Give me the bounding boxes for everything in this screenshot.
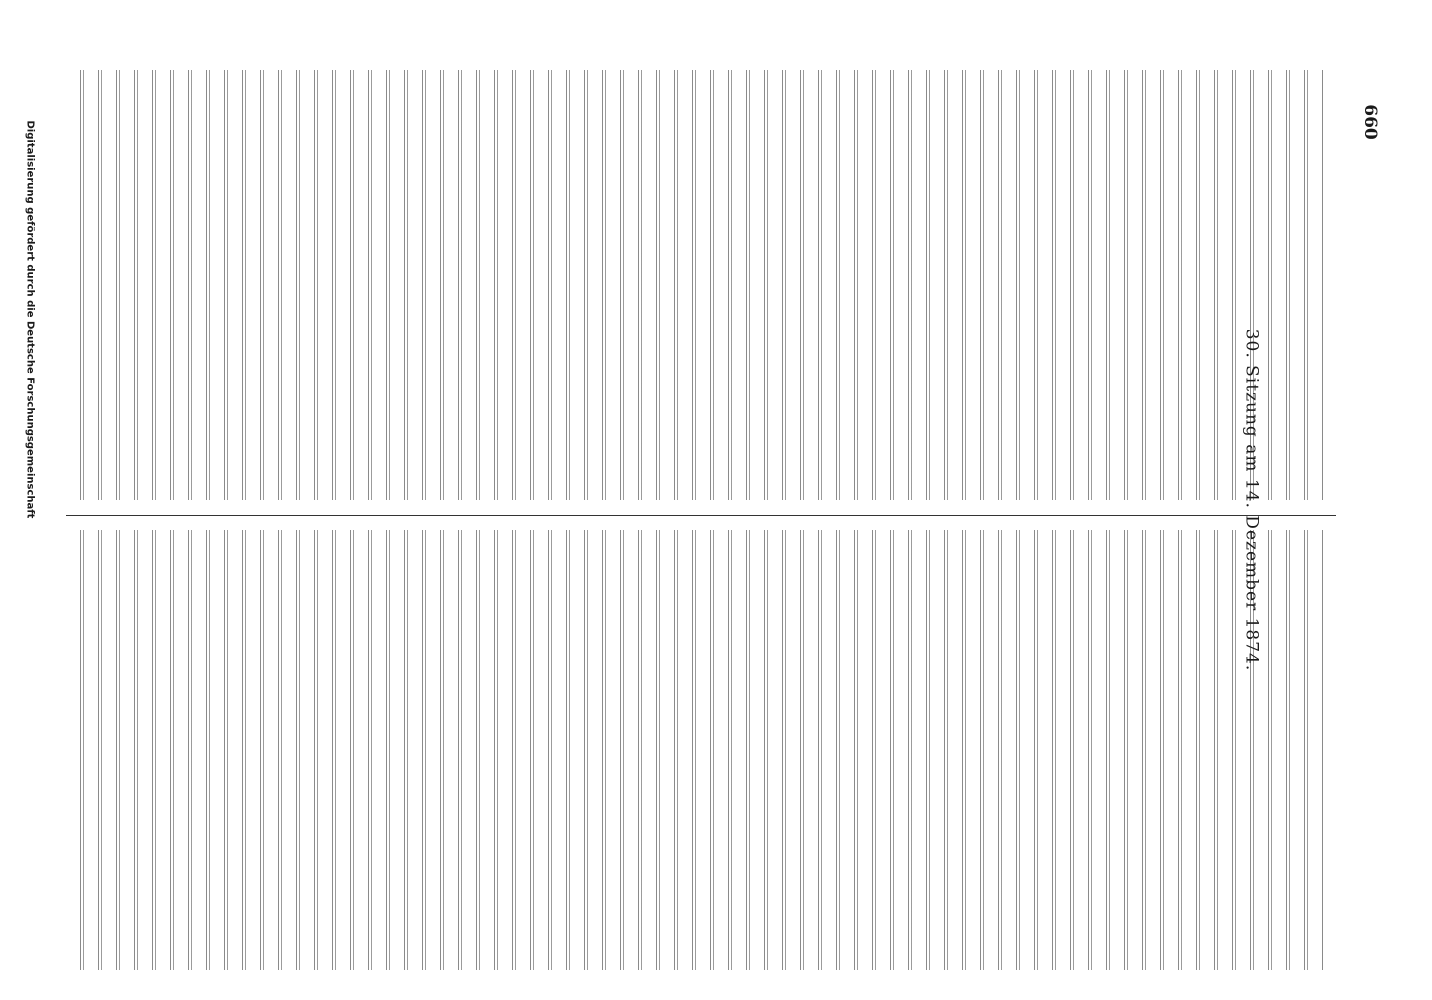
text-column-bottom [80, 530, 1325, 970]
digitization-credit: Digitalisierung gefördert durch die Deutsche Forschungsgemeinschaft [24, 120, 36, 519]
text-column-top [80, 70, 1325, 500]
column-divider [66, 515, 1336, 516]
page-number: 660 [1359, 104, 1380, 140]
running-head: 30. Sitzung am 14. Dezember 1874. [1241, 328, 1262, 672]
